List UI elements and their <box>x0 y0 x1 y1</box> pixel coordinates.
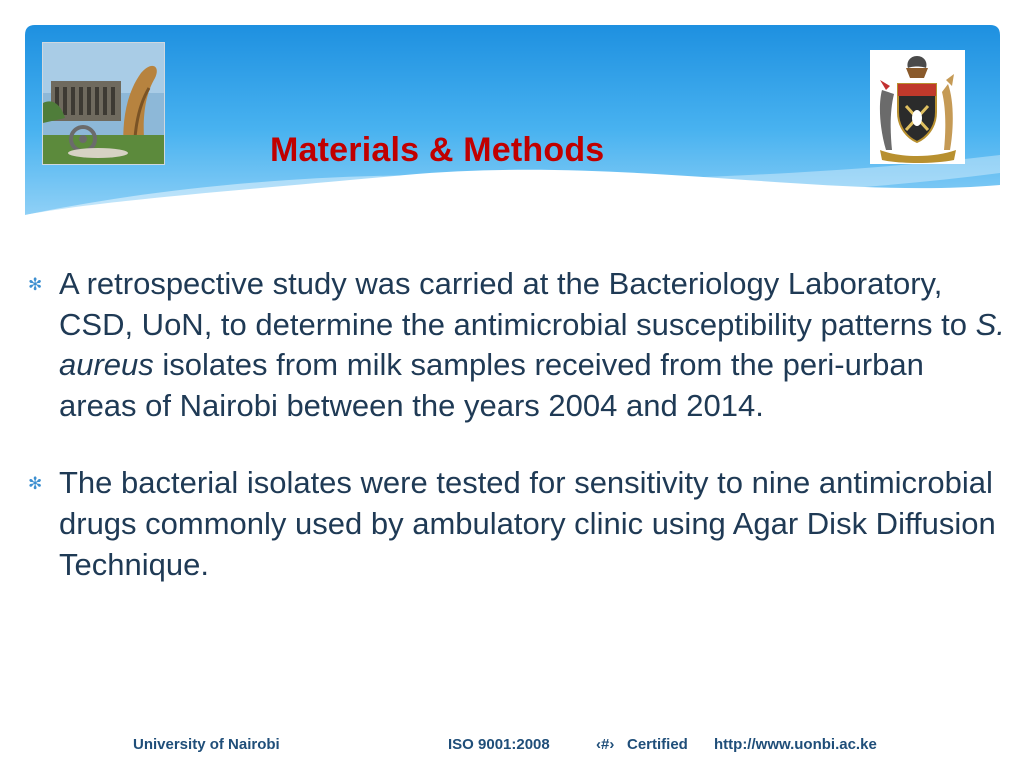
footer-iso: ISO 9001:2008 <box>448 736 550 753</box>
bullet-text-part: A retrospective study was carried at the Bacteriology Laboratory, CSD, UoN, to determine the antimicrobial susceptibility patterns to <box>59 266 976 342</box>
footer-page-number: ‹#› <box>596 736 615 753</box>
slide-footer <box>0 734 1024 760</box>
asterisk-bullet-icon: ✻ <box>28 474 43 494</box>
asterisk-bullet-icon: ✻ <box>28 275 43 294</box>
coat-of-arms-image <box>870 50 965 164</box>
bullet-text <box>59 264 1008 426</box>
coat-of-arms <box>870 50 965 164</box>
slide-content <box>28 264 1008 585</box>
campus-photo-image <box>43 43 164 164</box>
bullet-item-retrospective-study <box>28 264 1008 426</box>
footer-url-link[interactable]: http://www.uonbi.ac.ke <box>714 736 877 753</box>
organism-name-italic: S. aureus <box>59 306 1005 383</box>
footer-certified: Certified <box>627 736 688 753</box>
bullet-item-sensitivity-testing <box>28 463 1008 585</box>
bullet-text-part: isolates from milk samples received from the peri-urban areas of Nairobi between the years 2004 and 2014. <box>59 347 924 423</box>
campus-photo <box>42 42 165 165</box>
slide-title: Materials & Methods <box>270 131 605 169</box>
bullet-text: The bacterial isolates were tested for sensitivity to nine antimicrobial drugs commonly used by ambulatory clinic using Agar Disk Diffusion Technique. <box>59 465 996 582</box>
footer-university: University of Nairobi <box>133 736 280 753</box>
